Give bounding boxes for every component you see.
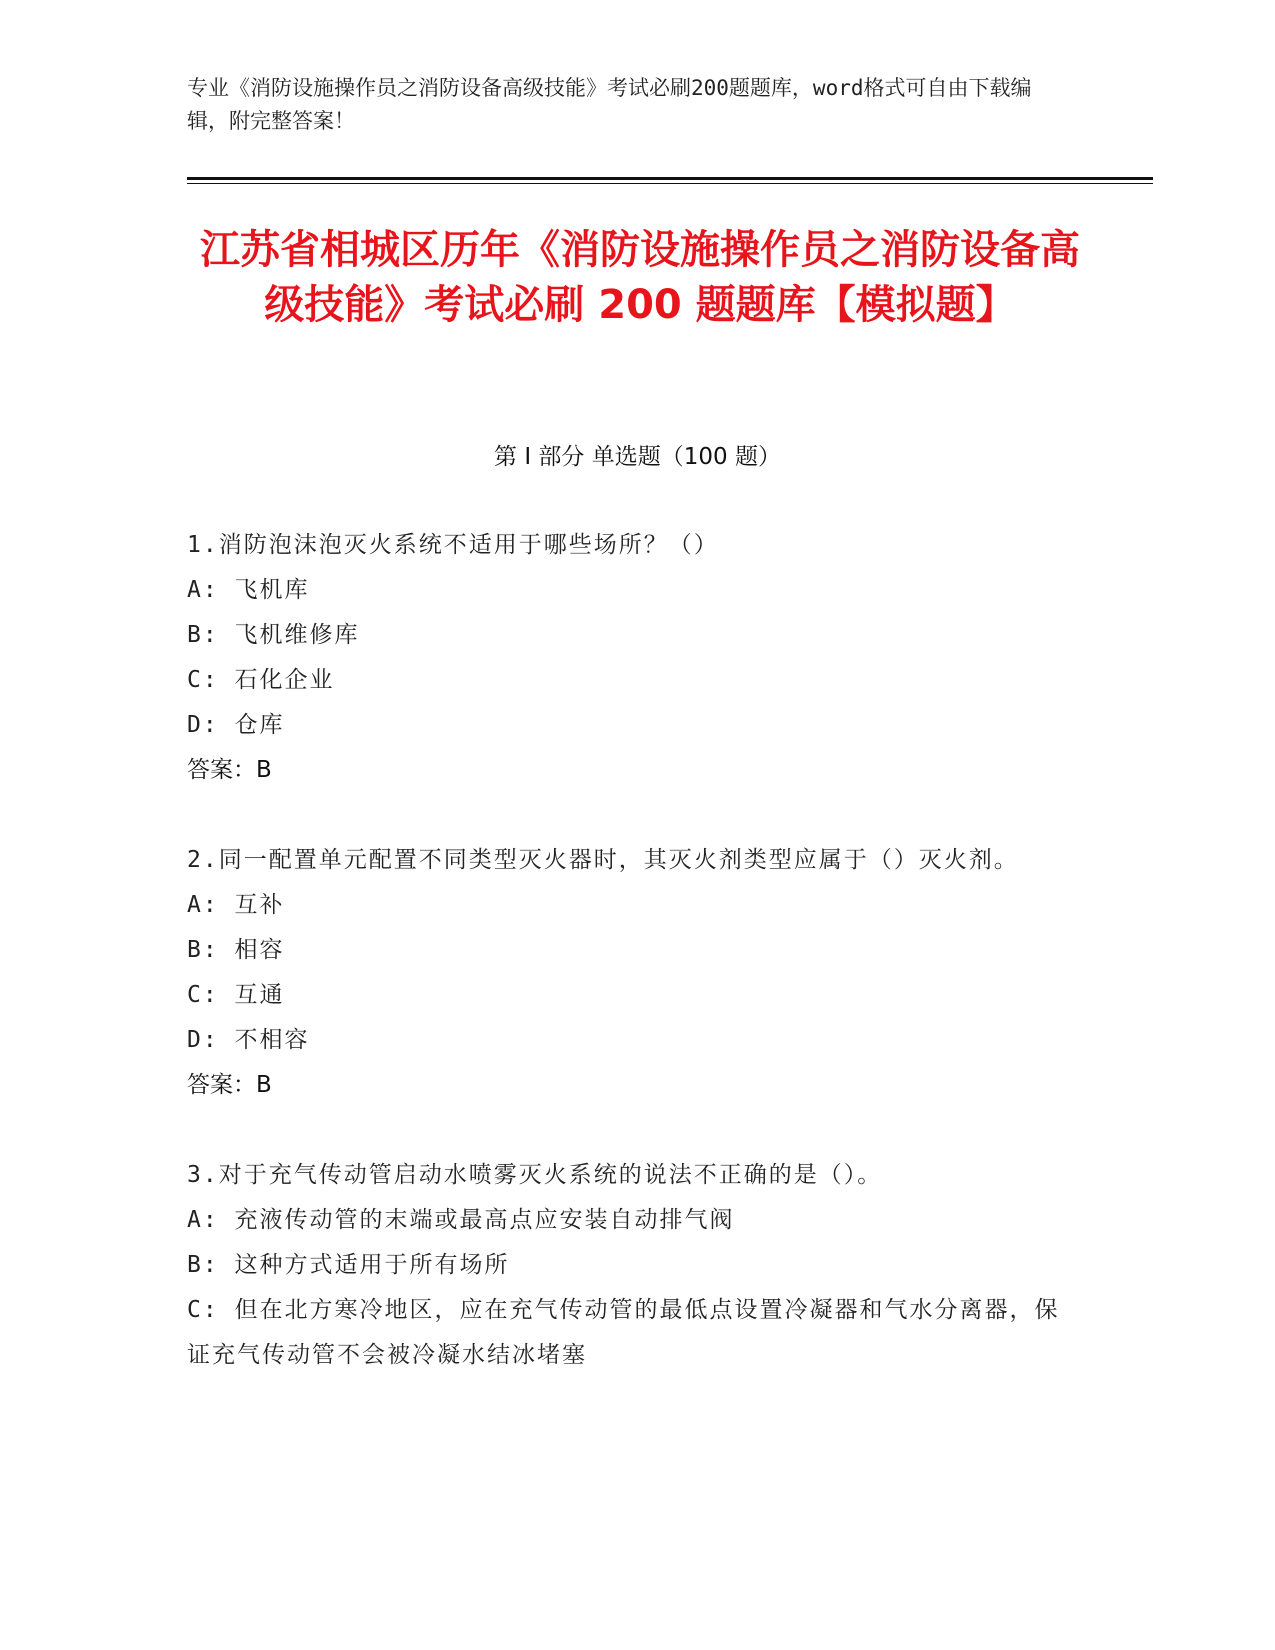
header-intro: 专业《消防设施操作员之消防设备高级技能》考试必刷200题题库，word格式可自由下载编辑，附完整答案！: [187, 76, 1032, 133]
option-b: B: 这种方式适用于所有场所: [187, 1252, 510, 1278]
question-3: [187, 1153, 1067, 1378]
question-stem: 3.对于充气传动管启动水喷雾灭火系统的说法不正确的是（）。: [187, 1162, 883, 1188]
question-stem: 2.同一配置单元配置不同类型灭火器时，其灭火剂类型应属于（）灭火剂。: [187, 847, 1019, 873]
option-c: C: 互通: [187, 982, 285, 1008]
answer-line: 答案：B: [187, 757, 272, 783]
document-title: 江苏省相城区历年《消防设施操作员之消防设备高级技能》考试必刷 200 题题库【模拟题】: [200, 227, 1080, 328]
section-heading: 第 I 部分 单选题（100 题）: [494, 444, 781, 470]
header-rule-thick: [187, 177, 1153, 180]
answer-line: 答案：B: [187, 1072, 272, 1098]
option-a: A: 飞机库: [187, 577, 310, 603]
option-d: D: 仓库: [187, 712, 285, 738]
option-a: A: 互补: [187, 892, 285, 918]
option-a: A: 充液传动管的末端或最高点应安装自动排气阀: [187, 1207, 735, 1233]
question-1: [187, 523, 1067, 793]
option-b: B: 飞机维修库: [187, 622, 360, 648]
header-rule-thin: [187, 183, 1153, 184]
question-2: [187, 838, 1067, 1108]
question-stem: 1.消防泡沫泡灭火系统不适用于哪些场所？（）: [187, 532, 719, 558]
option-c: C: 石化企业: [187, 667, 335, 693]
option-d: D: 不相容: [187, 1027, 310, 1053]
question-list: [187, 523, 1067, 1423]
option-c: C: 但在北方寒冷地区，应在充气传动管的最低点设置冷凝器和气水分离器，保证充气传动管不会被冷凝水结冰堵塞: [187, 1297, 1060, 1368]
option-b: B: 相容: [187, 937, 285, 963]
